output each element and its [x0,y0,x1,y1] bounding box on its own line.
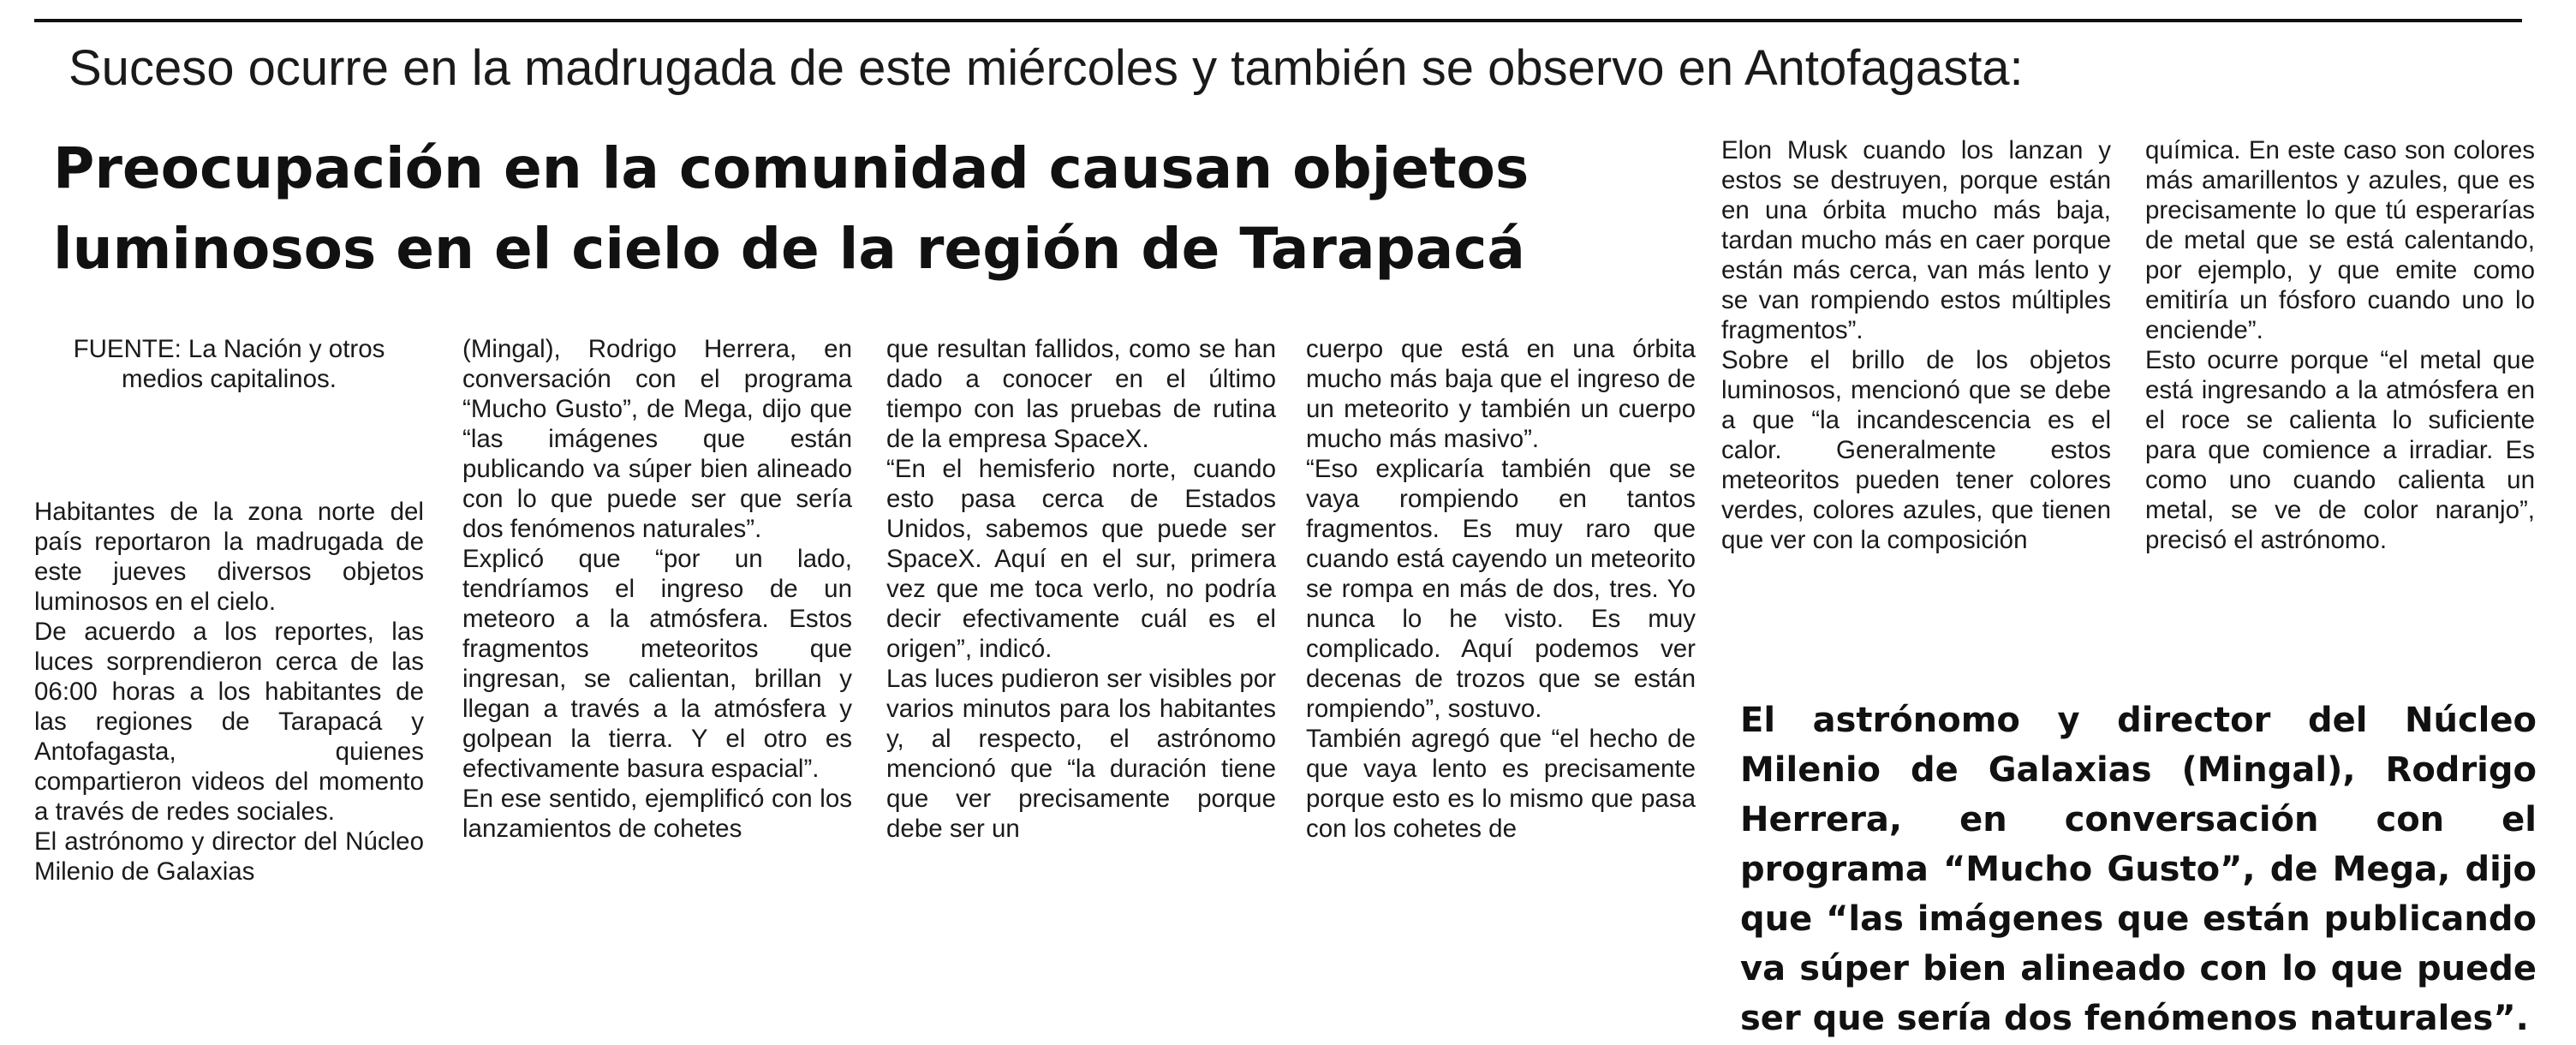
paragraph: En ese sentido, ejemplificó con los lanzamientos de cohetes [462,785,852,843]
paragraph: De acuerdo a los reportes, las luces sorprendieron cerca de las 06:00 horas a los habitantes de las regiones de Tarapacá y Antofagasta, quienes compartieron videos del momento a través de redes sociales. [34,618,424,826]
source-credit [34,334,424,394]
article-column-3 [886,334,1276,844]
article-column-2 [462,334,852,844]
article-column-4 [1306,334,1696,844]
paragraph: que resultan fallidos, como se han dado a conocer en el último tiempo con las pruebas de rutina de la empresa SpaceX. [886,335,1276,453]
paragraph: Explicó que “por un lado, tendríamos el ingreso de un meteoro a la atmósfera. Estos fragmentos meteoritos que ingresan, se calientan, brillan y llegan a través a la atmósfera y golpean la tierra. Y el otro es efectivamente basura espacial”. [462,545,852,783]
source-label: FUENTE: [73,335,182,363]
pull-quote: El astrónomo y director del Núcleo Milenio de Galaxias (Mingal), Rodrigo Herrera, en conversación con el programa “Mucho Gusto”, de Mega, dijo que “las imágenes que están publicando va súper bien alineado con lo que puede ser que sería dos fenómenos naturales”. [1740,701,2537,1038]
paragraph: cuerpo que está en una órbita mucho más baja que el ingreso de un meteorito y también un cuerpo mucho más masivo”. [1306,335,1696,453]
paragraph: (Mingal), Rodrigo Herrera, en conversación con el programa “Mucho Gusto”, de Mega, dijo que “las imágenes que están publicando va súper bien alineado con lo que puede ser que sería dos fenómenos naturales”. [462,335,852,543]
paragraph: También agregó que “el hecho de que vaya lento es precisamente porque esto es lo mismo que pasa con los cohetes de [1306,725,1696,843]
paragraph: “En el hemisferio norte, cuando esto pasa cerca de Estados Unidos, sabemos que puede ser SpaceX. Aquí en el sur, primera vez que me toca verlo, no podría decir efectivamente cuál es el origen”, indicó. [886,455,1276,663]
article-column-1 [34,334,424,887]
paragraph: química. En este caso son colores más amarillentos y azules, que es precisamente lo que tú esperarías de metal que se está calentando, por ejemplo, y que emite como emitiría un fósforo cuando uno lo enciende”. [2145,136,2535,344]
paragraph: El astrónomo y director del Núcleo Milenio de Galaxias [34,827,424,886]
paragraph: Habitantes de la zona norte del país reportaron la madrugada de este jueves diversos objetos luminosos en el cielo. [34,498,424,616]
article-column-5 [1721,135,2111,555]
article-kicker: Suceso ocurre en la madrugada de este miércoles y también se observo en Antofagasta: [69,40,2024,96]
paragraph: “Eso explicaría también que se vaya rompiendo en tantos fragmentos. Es muy raro que cuando está cayendo un meteorito se rompa en más de dos, tres. Yo nunca lo he visto. Es muy complicado. Aquí podemos ver decenas de trozos que se están rompiendo”, sostuvo. [1306,455,1696,723]
paragraph: Las luces pudieron ser visibles por varios minutos para los habitantes y, al respecto, el astrónomo mencionó que “la duración tiene que ver precisamente porque debe ser un [886,665,1276,843]
paragraph: Esto ocurre porque “el metal que está ingresando a la atmósfera en el roce se calienta lo suficiente para que comience a irradiar. Es como uno cuando calienta un metal, se ve de color naranjo”, precisó el astrónomo. [2145,346,2535,554]
paragraph: Elon Musk cuando los lanzan y estos se destruyen, porque están en una órbita mucho más baja, tardan mucho más en caer porque están más cerca, van más lento y se van rompiendo estos múltiples fragmentos”. [1721,136,2111,344]
source-text: La Nación y otros medios capitalinos. [122,335,385,393]
article-headline: Preocupación en la comunidad causan objetos luminosos en el cielo de la región de Tarapacá [53,135,1530,282]
article-column-6 [2145,135,2535,555]
paragraph: Sobre el brillo de los objetos luminosos, mencionó que se debe a que “la incandescencia es el calor. Generalmente estos meteoritos pueden tener colores verdes, colores azules, que tienen que ver con la composición [1721,346,2111,554]
top-rule [34,19,2522,22]
